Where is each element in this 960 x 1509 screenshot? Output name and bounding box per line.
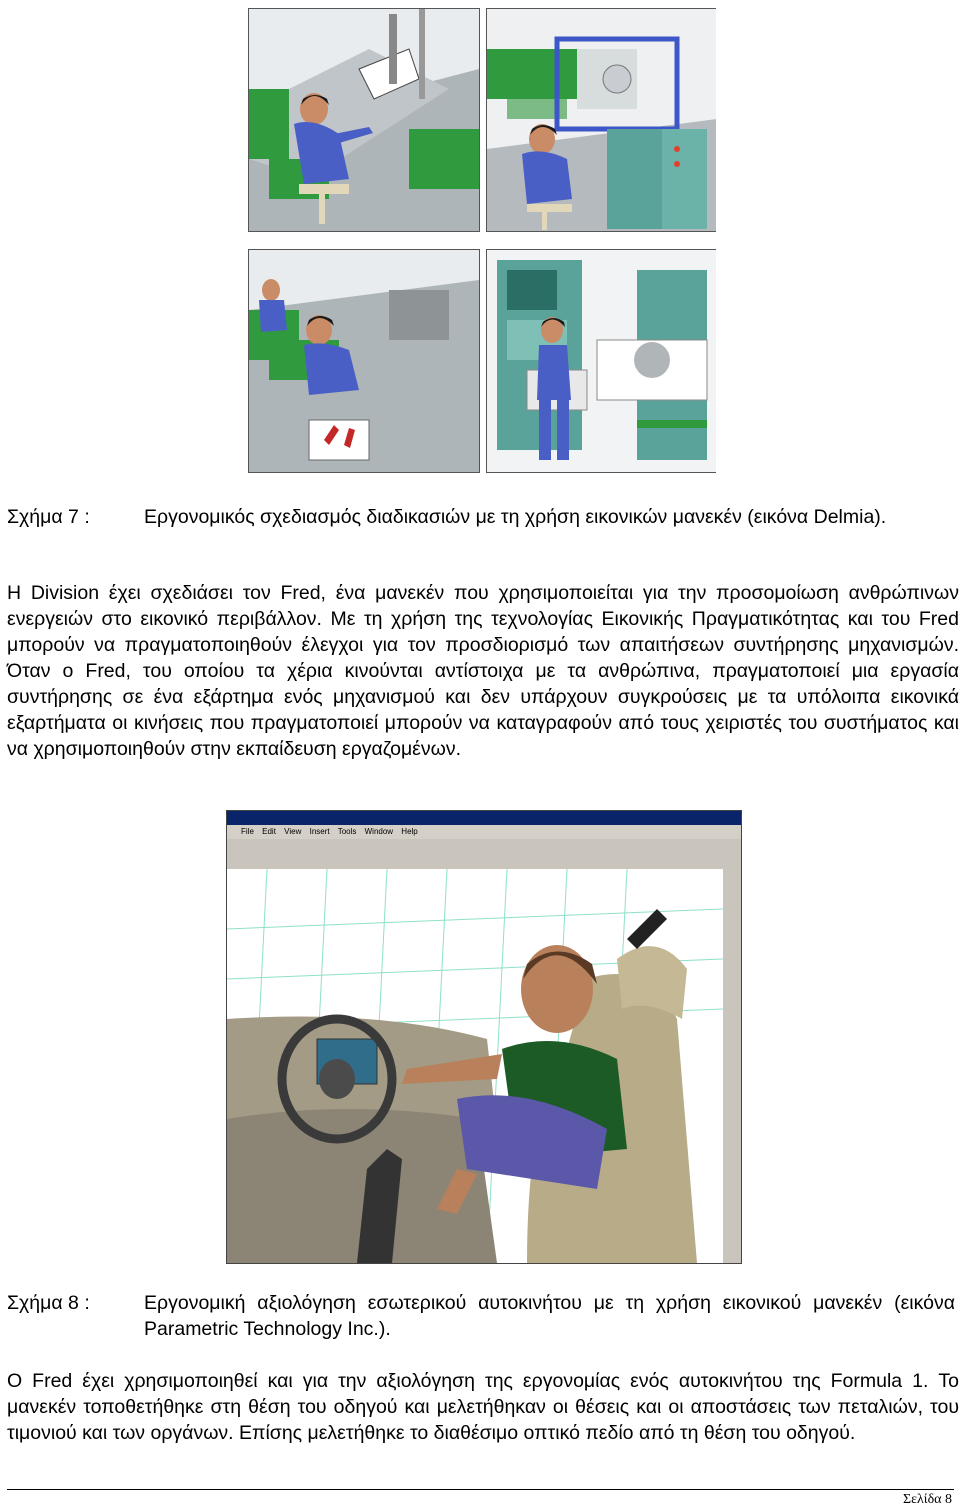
paragraph-fred-division: Η Division έχει σχεδιάσει τον Fred, ένα μανεκέν που χρησιμοποιείται για την προσομοίωση ανθρώπινων ενεργειών στο εικονικό περιβάλλον. Με τη χρήση της τεχνολογίας Εικονικής Πραγματικότητας και του Fred μπορούν να πραγματοποιηθούν έλεγχοι για τον προσδιορισμό των απαιτήσεων συντήρησης μηχανισμών. Όταν ο Fred, του οποίου τα χέρια κινούνται αντίστοιχα με τα ανθρώπινα, πραγματοποιεί μια εργασία συντήρησης σε ένα εξάρτημα ενός μηχανισμού και δεν υπάρχουν συγκρούσεις με τα υπόλοιπα εικονικά εξαρτήματα οι κινήσεις που πραγματοποιεί μπορούν να καταγραφούν από τους χειριστές του συστήματος και να χρησιμοποιηθούν στην εκπαίδευση εργαζομένων.	[7, 582, 959, 760]
menu-item-insert: Insert	[309, 827, 330, 836]
menu-item-view: View	[284, 827, 302, 836]
figure-8-label: Σχήμα 8 :	[7, 1292, 90, 1314]
figure-7-images	[248, 8, 716, 474]
footer-divider	[7, 1489, 954, 1490]
panel-assembly-worker-tools	[248, 249, 480, 473]
menu-item-help: Help	[401, 827, 418, 836]
figure-8-screenshot	[226, 810, 742, 1264]
assembly-workstation-illustration	[249, 9, 479, 231]
figure-8-caption	[7, 1290, 955, 1342]
figure-7-caption	[7, 504, 955, 556]
figure-7-caption-text: Εργονομικός σχεδιασμός διαδικασιών με τη χρήση εικονικών μανεκέν (εικόνα Delmia).	[144, 506, 887, 528]
assembly-worker-illustration	[249, 250, 479, 472]
menu-item-edit: Edit	[262, 827, 276, 836]
menu-item-file: File	[241, 827, 254, 836]
figure-8-caption-text: Εργονομική αξιολόγηση εσωτερικού αυτοκινήτου με τη χρήση εικονικού μανεκέν (εικόνα Parametric Technology Inc.).	[144, 1292, 955, 1340]
menu-bar	[227, 825, 741, 839]
side-toolbar	[722, 869, 741, 1263]
maintenance-operator-illustration	[487, 250, 716, 472]
figure-7-label: Σχήμα 7 :	[7, 506, 90, 528]
panel-maintenance-operator	[486, 249, 716, 473]
title-bar	[227, 811, 741, 825]
machine-operator-illustration	[487, 9, 716, 231]
toolbar	[227, 839, 741, 870]
car-interior-render	[227, 869, 723, 1263]
panel-machine-operator	[486, 8, 716, 232]
panel-assembly-workstation	[248, 8, 480, 232]
menu-item-window: Window	[364, 827, 394, 836]
menu-item-tools: Tools	[337, 827, 357, 836]
paragraph-formula1: Ο Fred έχει χρησιμοποιηθεί και για την αξιολόγηση της εργονομίας ενός αυτοκινήτου της Formula 1. Το μανεκέν τοποθετήθηκε στη θέση του οδηγού και μελετήθηκαν οι θέσεις και οι αποστάσεις των πεταλιών, του τιμονιού και των οργάνων. Επίσης μελετήθηκε το διαθέσιμο οπτικό πεδίο από τη θέση του οδηγού.	[7, 1370, 959, 1444]
page-number: Σελίδα 8	[902, 1492, 952, 1507]
